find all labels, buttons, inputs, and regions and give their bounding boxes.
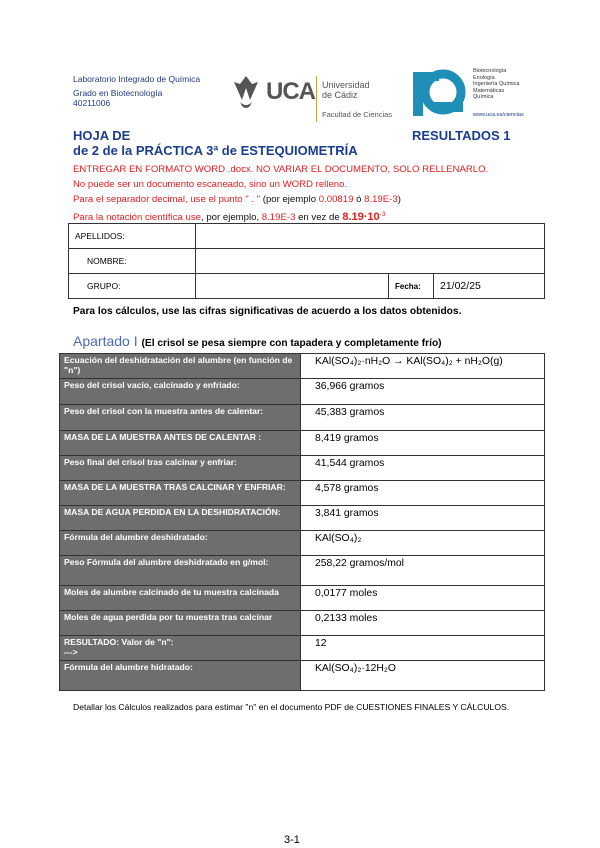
course-code: 40211006: [73, 98, 111, 108]
result-label: MASA DE AGUA PERDIDA EN LA DESHIDRATACIÓN:: [60, 506, 301, 531]
result-value[interactable]: 0,0177 moles: [301, 586, 545, 611]
result-value[interactable]: 36,966 gramos: [301, 379, 545, 405]
section-title: Apartado I: [73, 333, 138, 349]
page-number: 3-1: [284, 834, 300, 846]
result-label: Peso final del crisol tras calcinar y enfriar:: [60, 456, 301, 481]
uca-wordmark: UCA: [266, 78, 315, 105]
uca-faculty: Facultad de Ciencias: [322, 110, 393, 119]
faculty-url: www.uca.es/ciencias: [473, 112, 524, 118]
result-label: MASA DE LA MUESTRA ANTES DE CALENTAR :: [60, 431, 301, 456]
result-value[interactable]: KAl(SO₄)₂·nH₂O → KAl(SO₄)₂ + nH₂O(g): [301, 354, 545, 379]
instruction-format: ENTREGAR EN FORMATO WORD .docx. NO VARIAR EL DOCUMENTO, SOLO RELLENARLO.: [73, 164, 489, 175]
result-value[interactable]: 45,383 gramos: [301, 405, 545, 431]
student-info-table: [68, 223, 545, 299]
table-row: [60, 354, 545, 379]
result-label: Peso del crisol vacío, calcinado y enfriado:: [60, 379, 301, 405]
page-title: [73, 128, 358, 158]
result-value[interactable]: 258,22 gramos/mol: [301, 556, 545, 586]
uca-logo: [232, 74, 408, 126]
table-row: [60, 556, 545, 586]
table-row: [60, 405, 545, 431]
result-label: Peso Fórmula del alumbre deshidratado en g/mol:: [60, 556, 301, 586]
grupo-field[interactable]: [196, 274, 389, 299]
result-value[interactable]: KAl(SO₄)₂·12H₂O: [301, 661, 545, 691]
result-value[interactable]: 41,544 gramos: [301, 456, 545, 481]
result-value[interactable]: 8,419 gramos: [301, 431, 545, 456]
degree-name: Grado en Biotecnología: [73, 88, 163, 98]
table-row: [60, 661, 545, 691]
title-line-2: de 2 de la PRÁCTICA 3ª de ESTEQUIOMETRÍA: [73, 143, 358, 158]
table-row: [60, 586, 545, 611]
result-label: Fórmula del alumbre hidratado:: [60, 661, 301, 691]
section-heading: [73, 333, 442, 349]
lab-name: Laboratorio Integrado de Química: [73, 74, 201, 84]
footer-note: Detallar los Cálculos realizados para estimar "n" en el documento PDF de CUESTIONES FINALES Y CÁLCULOS.: [73, 702, 510, 712]
result-label: Peso del crisol con la muestra antes de calentar:: [60, 405, 301, 431]
result-label: RESULTADO: Valor de "n": --->: [60, 636, 301, 661]
table-row: [60, 611, 545, 636]
table-row: [60, 636, 545, 661]
result-value[interactable]: 12: [301, 636, 545, 661]
result-value[interactable]: 4,578 gramos: [301, 481, 545, 506]
result-label: Ecuación del deshidratación del alumbre (en función de "n"): [60, 354, 301, 379]
calculation-note: Para los cálculos, use las cifras significativas de acuerdo a los datos obtenidos.: [73, 306, 462, 317]
faculty-degree-3: Ingeniería Química: [473, 81, 520, 88]
instruction-no-scan: No puede ser un documento escaneado, sino un WORD relleno.: [73, 179, 348, 190]
table-row: [60, 379, 545, 405]
table-row: [60, 531, 545, 556]
faculty-degree-2: Enología: [473, 74, 495, 81]
section-subtitle: (El crisol se pesa siempre con tapadera y completamente frío): [141, 338, 442, 349]
results-table: [59, 353, 545, 691]
instruction-decimal: Para el separador decimal, use el punto " . " (por ejemplo 0.00819 ó 8.19E-3): [73, 194, 401, 205]
result-label: MASA DE LA MUESTRA TRAS CALCINAR Y ENFRIAR:: [60, 481, 301, 506]
nombre-label: NOMBRE:: [69, 249, 196, 274]
apellidos-field[interactable]: [196, 224, 545, 249]
results-label: RESULTADOS 1: [412, 128, 511, 143]
result-label: Moles de alumbre calcinado de tu muestra calcinada: [60, 586, 301, 611]
faculty-emblem-icon: [413, 66, 467, 122]
table-row: [60, 431, 545, 456]
table-row: [60, 506, 545, 531]
faculty-degree-5: Química: [473, 94, 494, 101]
uca-university-line1: Universidad: [322, 80, 370, 90]
table-row: [60, 481, 545, 506]
table-row: [60, 456, 545, 481]
instruction-scientific: Para la notación científica use, por ejemplo, 8.19E-3 en vez de $8.19\cdot 10^{-3}$: [73, 211, 386, 224]
fecha-label: Fecha:: [389, 274, 434, 299]
nombre-field[interactable]: [196, 249, 545, 274]
faculty-logo: [413, 66, 541, 124]
result-label: Fórmula del alumbre deshidratado:: [60, 531, 301, 556]
result-value[interactable]: 3,841 gramos: [301, 506, 545, 531]
uca-university-line2: de Cádiz: [322, 90, 358, 100]
result-value[interactable]: 0,2133 moles: [301, 611, 545, 636]
result-label: Moles de agua perdida por tu muestra tras calcinar: [60, 611, 301, 636]
faculty-degree-1: Biotecnología: [473, 68, 507, 74]
result-value[interactable]: KAl(SO₄)₂: [301, 531, 545, 556]
title-line-1: HOJA DE: [73, 128, 131, 143]
fecha-field[interactable]: 21/02/25: [434, 274, 545, 299]
faculty-degree-4: Matemáticas: [473, 87, 505, 94]
apellidos-label: APELLIDOS:: [69, 224, 196, 249]
grupo-label: GRUPO:: [69, 274, 196, 299]
